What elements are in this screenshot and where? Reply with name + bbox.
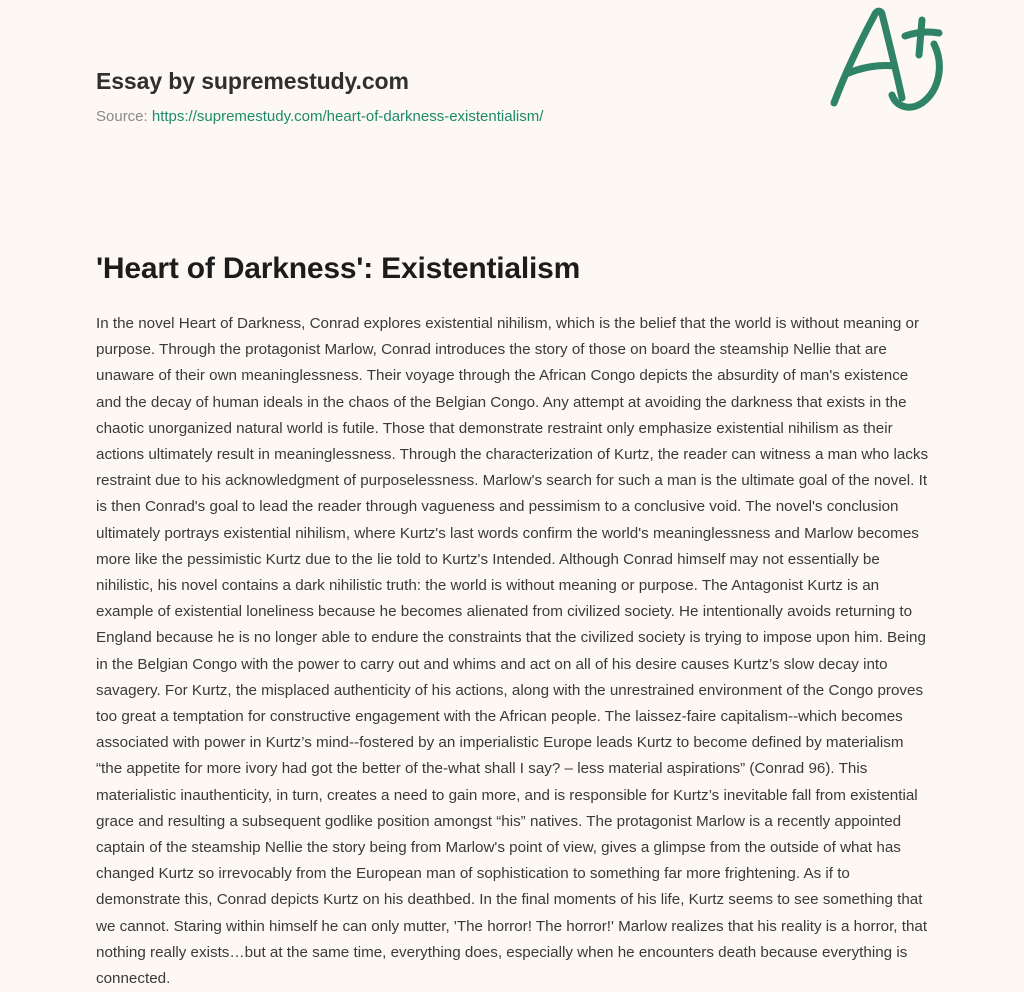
page-title: 'Heart of Darkness': Existentialism bbox=[96, 252, 581, 285]
source-line bbox=[96, 108, 928, 126]
a-plus-logo-icon bbox=[822, 0, 952, 118]
page-header bbox=[96, 0, 928, 126]
article-body: In the novel Heart of Darkness, Conrad explores existential nihilism, which is the belief that the world is without meaning or purpose. Through the protagonist Marlow, Conrad introduces the story of those on board the steamship Nellie that are unaware of their own meaninglessness. Their voyage through the African Congo depicts the absurdity of man's existence and the decay of human ideals in the chaos of the Belgian Congo. Any attempt at avoiding the darkness that exists in the chaotic unorganized natural world is futile. Those that demonstrate restraint only emphasize existential nihilism as their actions ultimately result in meaninglessness. Through the characterization of Kurtz, the reader can witness a man who lacks restraint due to his acknowledgment of purposelessness. Marlow's search for such a man is the ultimate goal of the novel. It is then Conrad's goal to lead the reader through vagueness and pessimism to a conclusive void. The novel's conclusion ultimately portrays existential nihilism, where Kurtz's last words confirm the world's meaninglessness and Marlow becomes more like the pessimistic Kurtz due to the lie told to Kurtz's Intended. Although Conrad himself may not essentially be nihilistic, his novel contains a dark nihilistic truth: the world is without meaning or purpose. The Antagonist Kurtz is an example of existential loneliness because he becomes alienated from civilized society. He intentionally avoids returning to England because he is no longer able to endure the constraints that the civilized society is trying to impose upon him. Being in the Belgian Congo with the power to carry out and whims and act on all of his desire causes Kurtz’s slow decay into savagery. For Kurtz, the misplaced authenticity of his actions, along with the unrestrained environment of the Congo proves too great a temptation for constructive engagement with the African people. The laissez-faire capitalism--which becomes associated with power in Kurtz’s mind--fostered by an imperialistic Europe leads Kurtz to become defined by materialism “the appetite for more ivory had got the better of the-what shall I say? – less material aspirations” (Conrad 96). This materialistic inauthenticity, in turn, creates a need to gain more, and is responsible for Kurtz’s inevitable fall from existential grace and resulting a subsequent godlike position amongst “his” natives. The protagonist Marlow is a recently appointed captain of the steamship Nellie the story being from Marlow's point of view, gives a glimpse from the outside of what has changed Kurtz so irrevocably from the European man of sophistication to something far more frightening. As if to demonstrate this, Conrad depicts Kurtz on his deathbed. In the final moments of his life, Kurtz seems to see something that we cannot. Staring within himself he can only mutter, 'The horror! The horror!' Marlow realizes that his reality is a horror, that nothing really exists…but at the same time, everything does, especially when he encounters death because everything is connected. bbox=[96, 315, 929, 988]
source-label: Source: bbox=[96, 108, 148, 126]
site-byline: Essay by supremestudy.com bbox=[96, 68, 409, 94]
source-url-link[interactable]: https://supremestudy.com/heart-of-darkness-existentialism/ bbox=[151, 108, 544, 126]
